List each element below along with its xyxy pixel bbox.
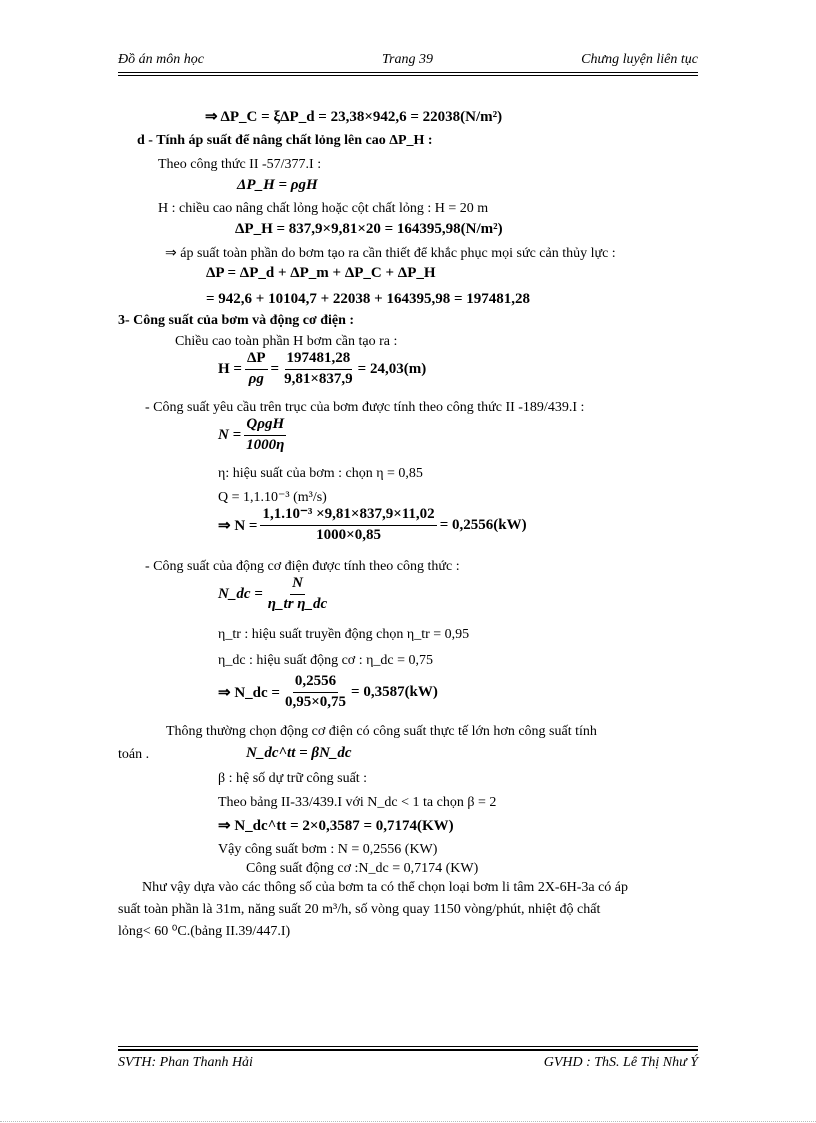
eq-ndc2-result: = 0,3587(kW) xyxy=(351,683,438,700)
text-paragraph-line-2: suất toàn phần là 31m, năng suất 20 m³/h, số vòng quay 1150 vòng/phút, nhiệt độ chất xyxy=(118,902,601,917)
page-bottom-dotted-line xyxy=(0,1121,816,1122)
eq-n-formula xyxy=(218,417,289,454)
eq-h-f2-denominator: 9,81×837,9 xyxy=(284,370,353,387)
eq-h-f1-denominator: ρg xyxy=(248,370,264,387)
text-theo-cong-thuc: Theo công thức II -57/377.I : xyxy=(158,157,322,172)
eq-h-lhs: H = xyxy=(218,360,242,377)
eq-ndc2-fraction xyxy=(283,674,348,711)
eq-delta-pc: ⇒ ΔP_C = ξΔP_d = 23,38×942,6 = 22038(N/m²) xyxy=(205,109,503,125)
eq-delta-ph-formula: ΔP_H = ρgH xyxy=(237,177,318,193)
text-paragraph-line-3: lỏng< 60 ⁰C.(bảng II.39/447.I) xyxy=(118,924,291,939)
eq-ndc-tt-beta: N_dc^tt = βN_dc xyxy=(246,745,352,761)
eq-h-result: = 24,03(m) xyxy=(357,360,427,377)
text-eta-definition: η: hiệu suất của bơm : chọn η = 0,85 xyxy=(218,466,423,481)
eq-n-denominator: 1000η xyxy=(246,436,285,453)
header-page-number: Trang 39 xyxy=(382,52,433,67)
text-cong-suat-dong-co: - Công suất của động cơ điện được tính theo công thức : xyxy=(145,559,460,574)
eq-ndc-value xyxy=(218,674,438,711)
eq-delta-p-sum: ΔP = ΔP_d + ΔP_m + ΔP_C + ΔP_H xyxy=(206,265,436,281)
eq-head-h xyxy=(218,351,426,388)
text-h-definition: H : chiều cao nâng chất lỏng hoặc cột chất lỏng : H = 20 m xyxy=(158,201,489,216)
text-theo-bang: Theo bảng II-33/439.I với N_dc < 1 ta chọn β = 2 xyxy=(218,795,497,810)
text-q-definition: Q = 1,1.10⁻³ (m³/s) xyxy=(218,490,327,505)
eq-delta-ph-value: ΔP_H = 837,9×9,81×20 = 164395,98(N/m²) xyxy=(235,221,503,237)
eq-n2-fraction xyxy=(260,507,436,544)
text-ap-suat-toan-phan: ⇒ áp suất toàn phần do bơm tạo ra cần thiết để khắc phục mọi sức cản thủy lực : xyxy=(165,246,616,261)
section-heading-d: d - Tính áp suất để nâng chất lỏng lên cao ΔP_H : xyxy=(137,133,433,148)
eq-n-value xyxy=(218,507,527,544)
eq-h-fraction-1 xyxy=(245,351,268,388)
header-rule xyxy=(118,72,698,73)
eq-n-lhs: N = xyxy=(218,426,242,443)
eq-n2-denominator: 1000×0,85 xyxy=(316,526,381,543)
text-cong-suat-yeu-cau: - Công suất yêu cầu trên trục của bơm được tính theo công thức II -189/439.I : xyxy=(145,400,585,415)
eq-ndc-tt-value: ⇒ N_dc^tt = 2×0,3587 = 0,7174(KW) xyxy=(218,818,454,834)
text-eta-tr-definition: η_tr : hiệu suất truyền động chọn η_tr = 0,95 xyxy=(218,627,470,642)
section-heading-3: 3- Công suất của bơm và động cơ điện : xyxy=(118,313,355,328)
eq-n2-result: = 0,2556(kW) xyxy=(439,516,527,533)
eq-ndc2-denominator: 0,95×0,75 xyxy=(284,693,347,710)
text-cong-suat-dong-co-result: Công suất động cơ :N_dc = 0,7174 (KW) xyxy=(246,861,479,876)
text-thong-thuong-line-2: toán . xyxy=(118,747,150,762)
eq-ndc2-lhs: ⇒ N_dc = xyxy=(218,684,280,701)
footer-rule-thin xyxy=(118,1046,698,1047)
text-eta-dc-definition: η_dc : hiệu suất động cơ : η_dc = 0,75 xyxy=(218,653,434,668)
text-beta-definition: β : hệ số dự trữ công suất : xyxy=(218,771,368,786)
footer-right: GVHD : ThS. Lê Thị Như Ý xyxy=(543,1055,698,1070)
eq-ndc-numerator: N xyxy=(290,576,305,595)
header-rule-thin xyxy=(118,75,698,76)
text-thong-thuong-line-1: Thông thường chọn động cơ điện có công suất thực tế lớn hơn công suất tính xyxy=(166,724,597,739)
eq-ndc-formula xyxy=(218,576,332,613)
eq-ndc-denominator: η_tr η_dc xyxy=(267,595,328,612)
eq-n2-lhs: ⇒ N = xyxy=(218,517,258,534)
eq-h-fraction-2 xyxy=(282,351,355,388)
eq-delta-p-value: = 942,6 + 10104,7 + 22038 + 164395,98 = 197481,28 xyxy=(206,291,530,307)
text-paragraph-line-1: Như vậy dựa vào các thông số của bơm ta có thể chọn loại bơm li tâm 2X-6H-3a có áp xyxy=(142,880,629,895)
eq-n-numerator: QρgH xyxy=(244,417,286,436)
eq-h-f2-numerator: 197481,28 xyxy=(285,351,353,370)
eq-h-equals: = xyxy=(270,360,280,377)
eq-ndc2-numerator: 0,2556 xyxy=(293,674,338,693)
eq-n2-numerator: 1,1.10⁻³ ×9,81×837,9×11,02 xyxy=(260,507,436,526)
footer-left: SVTH: Phan Thanh Hải xyxy=(118,1055,253,1070)
eq-h-f1-numerator: ΔP xyxy=(245,351,268,370)
header-left: Đồ án môn học xyxy=(118,52,204,67)
eq-ndc-fraction xyxy=(266,576,329,613)
header-right: Chưng luyện liên tục xyxy=(581,52,698,67)
eq-ndc-lhs: N_dc = xyxy=(218,585,263,602)
text-chieu-cao: Chiều cao toàn phần H bơm cần tạo ra : xyxy=(175,334,398,349)
eq-n-fraction xyxy=(244,417,286,454)
footer-rule xyxy=(118,1049,698,1051)
text-vay-cong-suat-bom: Vậy công suất bơm : N = 0,2556 (KW) xyxy=(218,842,438,857)
